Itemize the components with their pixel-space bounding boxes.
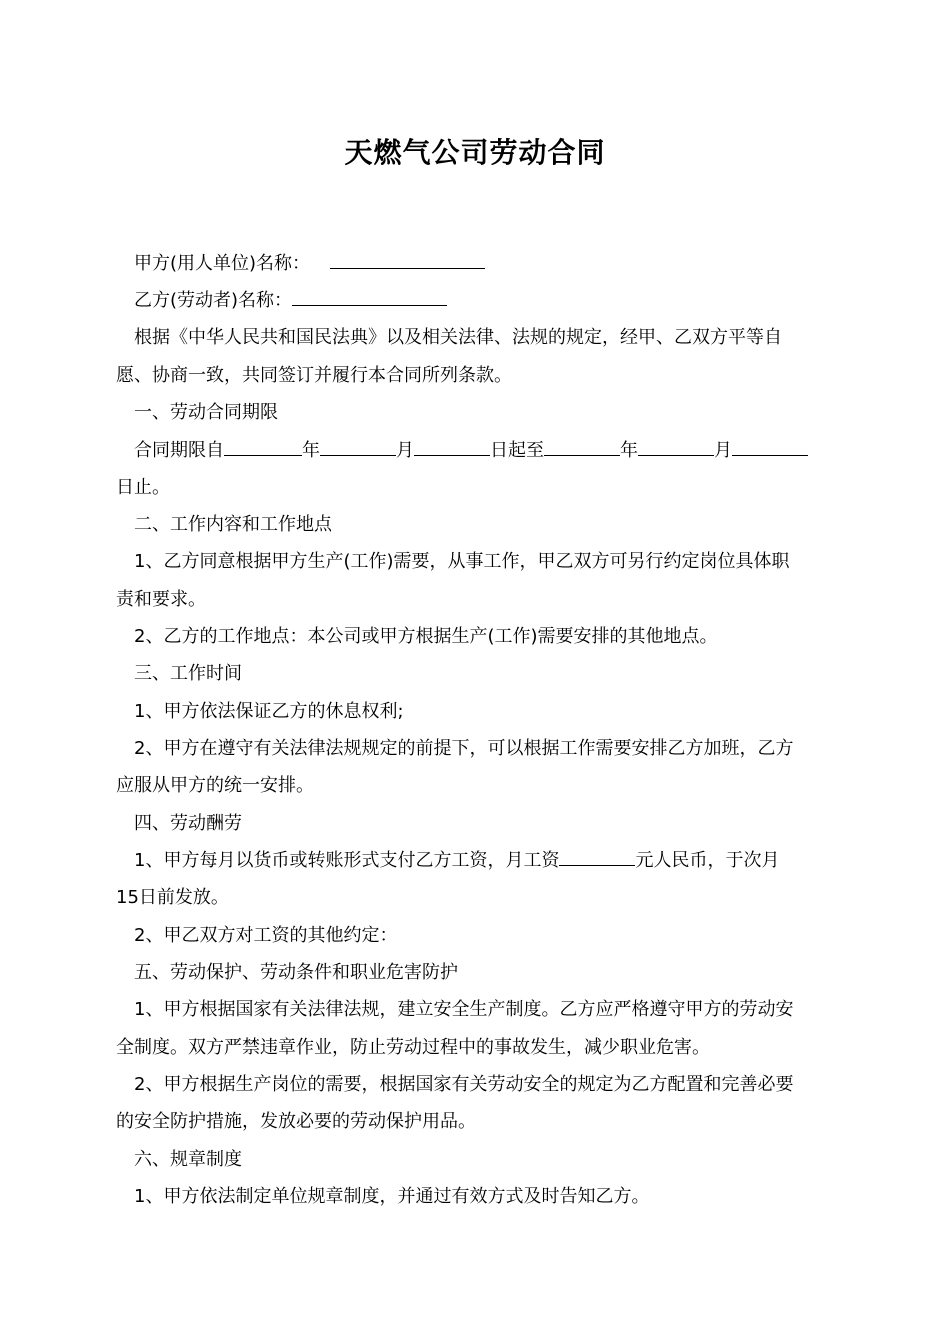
section-4-clause-2: 2、甲乙双方对工资的其他约定： xyxy=(134,925,398,946)
party-b-line xyxy=(134,287,836,315)
party-a-label: 甲方(用人单位)名称： xyxy=(134,253,311,274)
party-a-line xyxy=(134,250,836,278)
salary-label: 1、甲方每月以货币或转账形式支付乙方工资，月工资 xyxy=(134,850,560,871)
section-2-clause-2: 2、乙方的工作地点：本公司或甲方根据生产(工作)需要安排的其他地点。 xyxy=(134,626,718,647)
term-start-label: 合同期限自 xyxy=(134,440,224,461)
start-day-blank[interactable] xyxy=(414,437,490,456)
month-label: 月 xyxy=(396,440,414,461)
section-4-clause-1-line-2: 15日前发放。 xyxy=(116,887,229,908)
term-end-label: 日止。 xyxy=(116,477,170,498)
section-3-clause-1: 1、甲方依法保证乙方的休息权利; xyxy=(134,701,404,722)
section-3-heading: 三、工作时间 xyxy=(134,663,242,684)
year-label: 年 xyxy=(302,440,320,461)
section-5-clause-1-line-1: 1、甲方根据国家有关法律法规，建立安全生产制度。乙方应严格遵守甲方的劳动安 xyxy=(134,999,794,1020)
party-a-blank[interactable] xyxy=(330,250,485,269)
party-b-blank[interactable] xyxy=(292,287,447,306)
month-label: 月 xyxy=(714,440,732,461)
section-5-clause-1-line-2: 全制度。双方严禁违章作业，防止劳动过程中的事故发生，减少职业危害。 xyxy=(116,1037,710,1058)
section-3-clause-2-line-1: 2、甲方在遵守有关法律法规规定的前提下，可以根据工作需要安排乙方加班，乙方 xyxy=(134,738,794,759)
party-b-label: 乙方(劳动者)名称： xyxy=(134,290,293,311)
intro-line-2: 愿、协商一致，共同签订并履行本合同所列条款。 xyxy=(116,365,512,386)
salary-unit-label: 元人民币，于次月 xyxy=(635,850,780,871)
intro-line-1: 根据《中华人民共和国民法典》以及相关法律、法规的规定，经甲、乙双方平等自 xyxy=(134,327,782,348)
section-6-clause-1: 1、甲方依法制定单位规章制度，并通过有效方式及时告知乙方。 xyxy=(134,1186,650,1207)
day-from-label: 日起至 xyxy=(490,440,544,461)
contract-term-line xyxy=(134,437,836,465)
section-2-clause-1-line-2: 责和要求。 xyxy=(116,589,206,610)
salary-blank[interactable] xyxy=(559,847,635,866)
section-2-heading: 二、工作内容和工作地点 xyxy=(134,514,332,535)
section-2-clause-1-line-1: 1、乙方同意根据甲方生产(工作)需要，从事工作，甲乙双方可另行约定岗位具体职 xyxy=(134,551,790,572)
end-month-blank[interactable] xyxy=(638,437,714,456)
end-day-blank[interactable] xyxy=(732,437,808,456)
start-year-blank[interactable] xyxy=(224,437,302,456)
section-6-heading: 六、规章制度 xyxy=(134,1149,242,1170)
section-5-heading: 五、劳动保护、劳动条件和职业危害防护 xyxy=(134,962,458,983)
section-5-clause-2-line-2: 的安全防护措施，发放必要的劳动保护用品。 xyxy=(116,1111,476,1132)
end-year-blank[interactable] xyxy=(544,437,620,456)
start-month-blank[interactable] xyxy=(320,437,396,456)
section-4-clause-1-line-1 xyxy=(134,847,836,875)
section-5-clause-2-line-1: 2、甲方根据生产岗位的需要，根据国家有关劳动安全的规定为乙方配置和完善必要 xyxy=(134,1074,794,1095)
section-4-heading: 四、劳动酬劳 xyxy=(134,813,242,834)
section-3-clause-2-line-2: 应服从甲方的统一安排。 xyxy=(116,775,314,796)
section-1-heading: 一、劳动合同期限 xyxy=(134,402,278,423)
year-label: 年 xyxy=(620,440,638,461)
document-title: 天燃气公司劳动合同 xyxy=(344,136,606,169)
